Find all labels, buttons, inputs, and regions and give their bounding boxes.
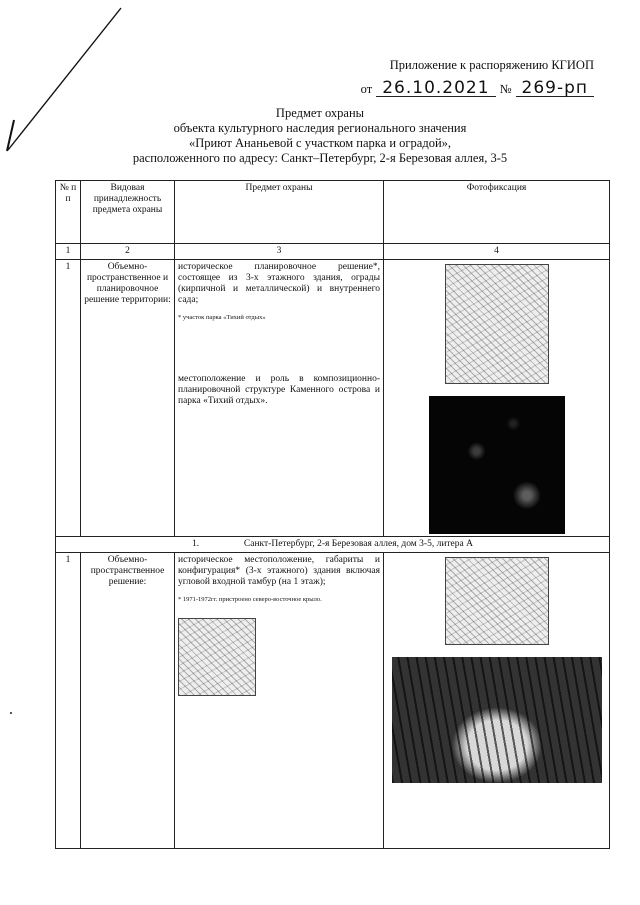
appendix-line: Приложение к распоряжению КГИОП (389, 58, 594, 72)
row-number: 1 (56, 553, 81, 849)
row-number: 1 (56, 260, 81, 537)
row-photos (384, 260, 610, 537)
date-prefix: от (360, 82, 373, 96)
table-row (56, 553, 610, 849)
date-value: 26.10.2021 (376, 80, 495, 97)
protection-table (55, 180, 610, 849)
header-row (56, 181, 610, 244)
section-address: Санкт-Петербург, 2-я Березовая аллея, дом 3-5, литера А (243, 539, 473, 549)
subject-text-2: местоположение и роль в композиционно-планировочной структуре Каменного острова и парка «Тихий отдых». (178, 374, 380, 406)
col-header-photo: Фотофиксация (384, 181, 610, 244)
row-type: Объемно-пространственное решение: (81, 553, 175, 849)
number-prefix: № (499, 82, 512, 96)
title-line-3: «Приют Ананьевой с участком парка и оградой», (188, 136, 452, 150)
title-line-1: Предмет охраны (275, 106, 365, 120)
row-subject (175, 553, 384, 849)
subject-note-1: * 1971-1972гг. пристроено северо-восточное крыло. (178, 596, 322, 603)
section-row (56, 537, 610, 553)
column-numbers-row (56, 244, 610, 260)
col-header-type: Видовая принадлежность предмета охраны (81, 181, 175, 244)
building-plan-image (178, 618, 256, 696)
row-photos (384, 553, 610, 849)
title-line-2: объекта культурного наследия регионального значения (173, 121, 467, 135)
col-header-subject: Предмет охраны (175, 181, 384, 244)
building-facade-photo (392, 657, 602, 783)
section-heading (56, 537, 610, 553)
order-number: 269-рп (516, 80, 595, 97)
site-plan-image (445, 264, 549, 384)
col-number: 1 (56, 244, 81, 260)
col-number: 3 (175, 244, 384, 260)
table-row (56, 260, 610, 537)
section-number: 1. (192, 539, 200, 549)
subject-text-1: историческое местоположение, габариты и конфигурация* (3-х этажного) здания включая угловой входной тамбур (на 1 этаж); (178, 555, 380, 587)
col-number: 4 (384, 244, 610, 260)
building-outline-plan-image (445, 557, 549, 645)
row-subject (175, 260, 384, 537)
document-title (0, 106, 640, 166)
speck (10, 712, 12, 714)
subject-text-1: историческое планировочное решение*, состоящее из 3-х этажного здания, ограды (кирпичной и металлической) и внутреннего сада; (178, 262, 380, 305)
col-header-number: № п п (56, 181, 81, 244)
subject-note-1: * участок парка «Тихий отдых» (178, 314, 266, 321)
col-number: 2 (81, 244, 175, 260)
aerial-photo-image (429, 396, 565, 534)
document-header (361, 58, 594, 97)
row-type: Объемно-пространственное и планировочное решение территории: (81, 260, 175, 537)
title-line-4: расположенного по адресу: Санкт–Петербург, 2-я Березовая аллея, 3-5 (132, 151, 508, 165)
